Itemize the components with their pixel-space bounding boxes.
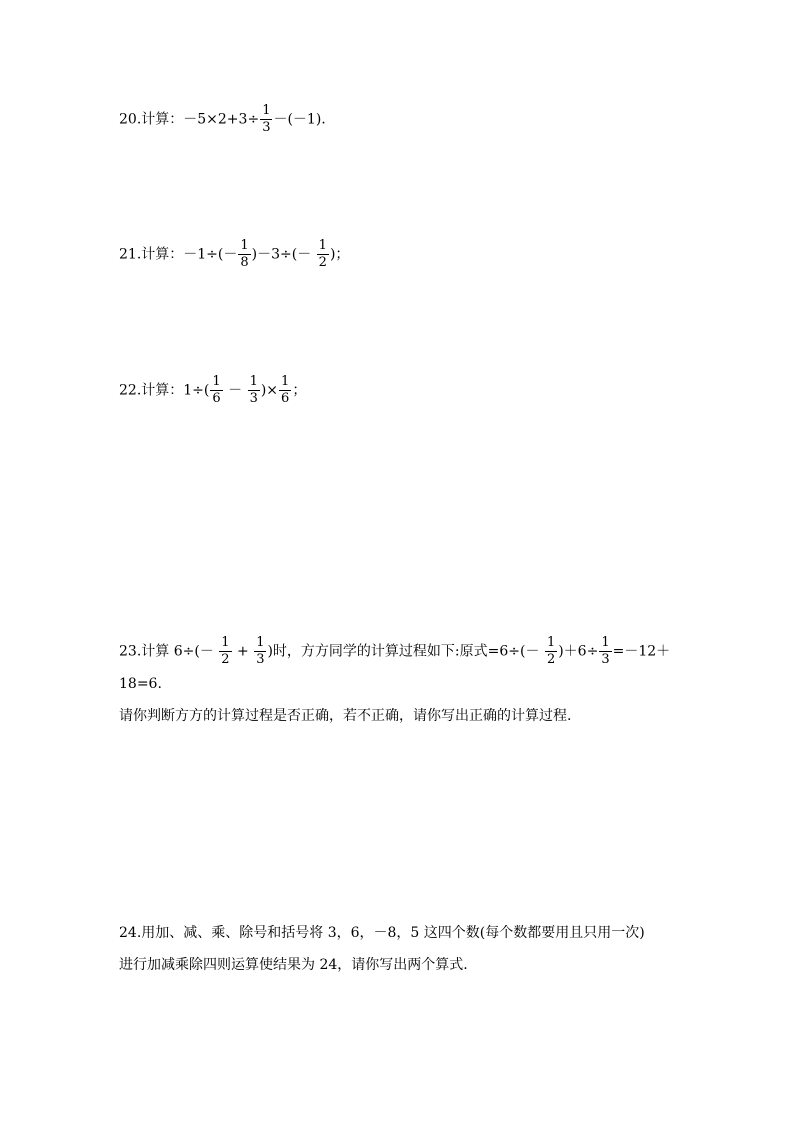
problem-23-line3: 请你判断方方的计算过程是否正确，若不正确，请你写出正确的计算过程. — [119, 708, 572, 724]
fraction: $\frac{1}{3}$ — [601, 635, 610, 667]
problem-24-line2: 进行加减乘除四则运算使结果为 24，请你写出两个算式. — [119, 957, 468, 973]
problem-23-text-b: + — [232, 643, 254, 660]
problem-23-text-a: 23.计算 6÷(－ — [119, 643, 219, 660]
problem-21 — [119, 239, 349, 270]
problem-20 — [119, 104, 326, 135]
fraction: $\frac{1}{2}$ — [221, 635, 230, 667]
fraction: $\frac{1}{6}$ — [281, 374, 290, 406]
problem-20-text-b: －(－1). — [273, 111, 326, 128]
fraction: $\frac{1}{3}$ — [262, 103, 271, 135]
fraction: $\frac{1}{3}$ — [256, 635, 265, 667]
problem-23-line2: 18=6. — [119, 676, 162, 692]
problem-22-text-d: ； — [292, 382, 307, 399]
problem-23-text-c: )时，方方同学的计算过程如下:原式=6÷(－ — [267, 643, 544, 660]
problem-21-text-c: )； — [329, 246, 350, 263]
problem-22-text-c: )× — [260, 382, 279, 399]
problem-22-text-b: － — [223, 382, 247, 399]
problem-23-text-d: )＋6÷ — [558, 643, 599, 660]
problem-23-text-e: =－12＋ — [612, 643, 671, 660]
fraction: $\frac{1}{2}$ — [546, 635, 556, 667]
problem-21-text-b: )－3÷(－ — [251, 246, 316, 263]
fraction: $\frac{1}{6}$ — [212, 374, 221, 406]
problem-23 — [119, 636, 670, 667]
fraction: $\frac{1}{8}$ — [240, 238, 249, 270]
problem-22 — [119, 375, 306, 406]
problem-21-text-a: 21.计算：－1÷(－ — [119, 246, 238, 263]
fraction: $\frac{1}{2}$ — [318, 238, 327, 270]
problem-20-text-a: 20.计算：－5×2+3÷ — [119, 111, 260, 128]
problem-22-text-a: 22.计算：1÷( — [119, 382, 210, 399]
fraction: $\frac{1}{3}$ — [249, 374, 258, 406]
problem-24-line1: 24.用加、减、乘、除号和括号将 3，6，－8，5 这四个数(每个数都要用且只用一次) — [119, 925, 645, 941]
